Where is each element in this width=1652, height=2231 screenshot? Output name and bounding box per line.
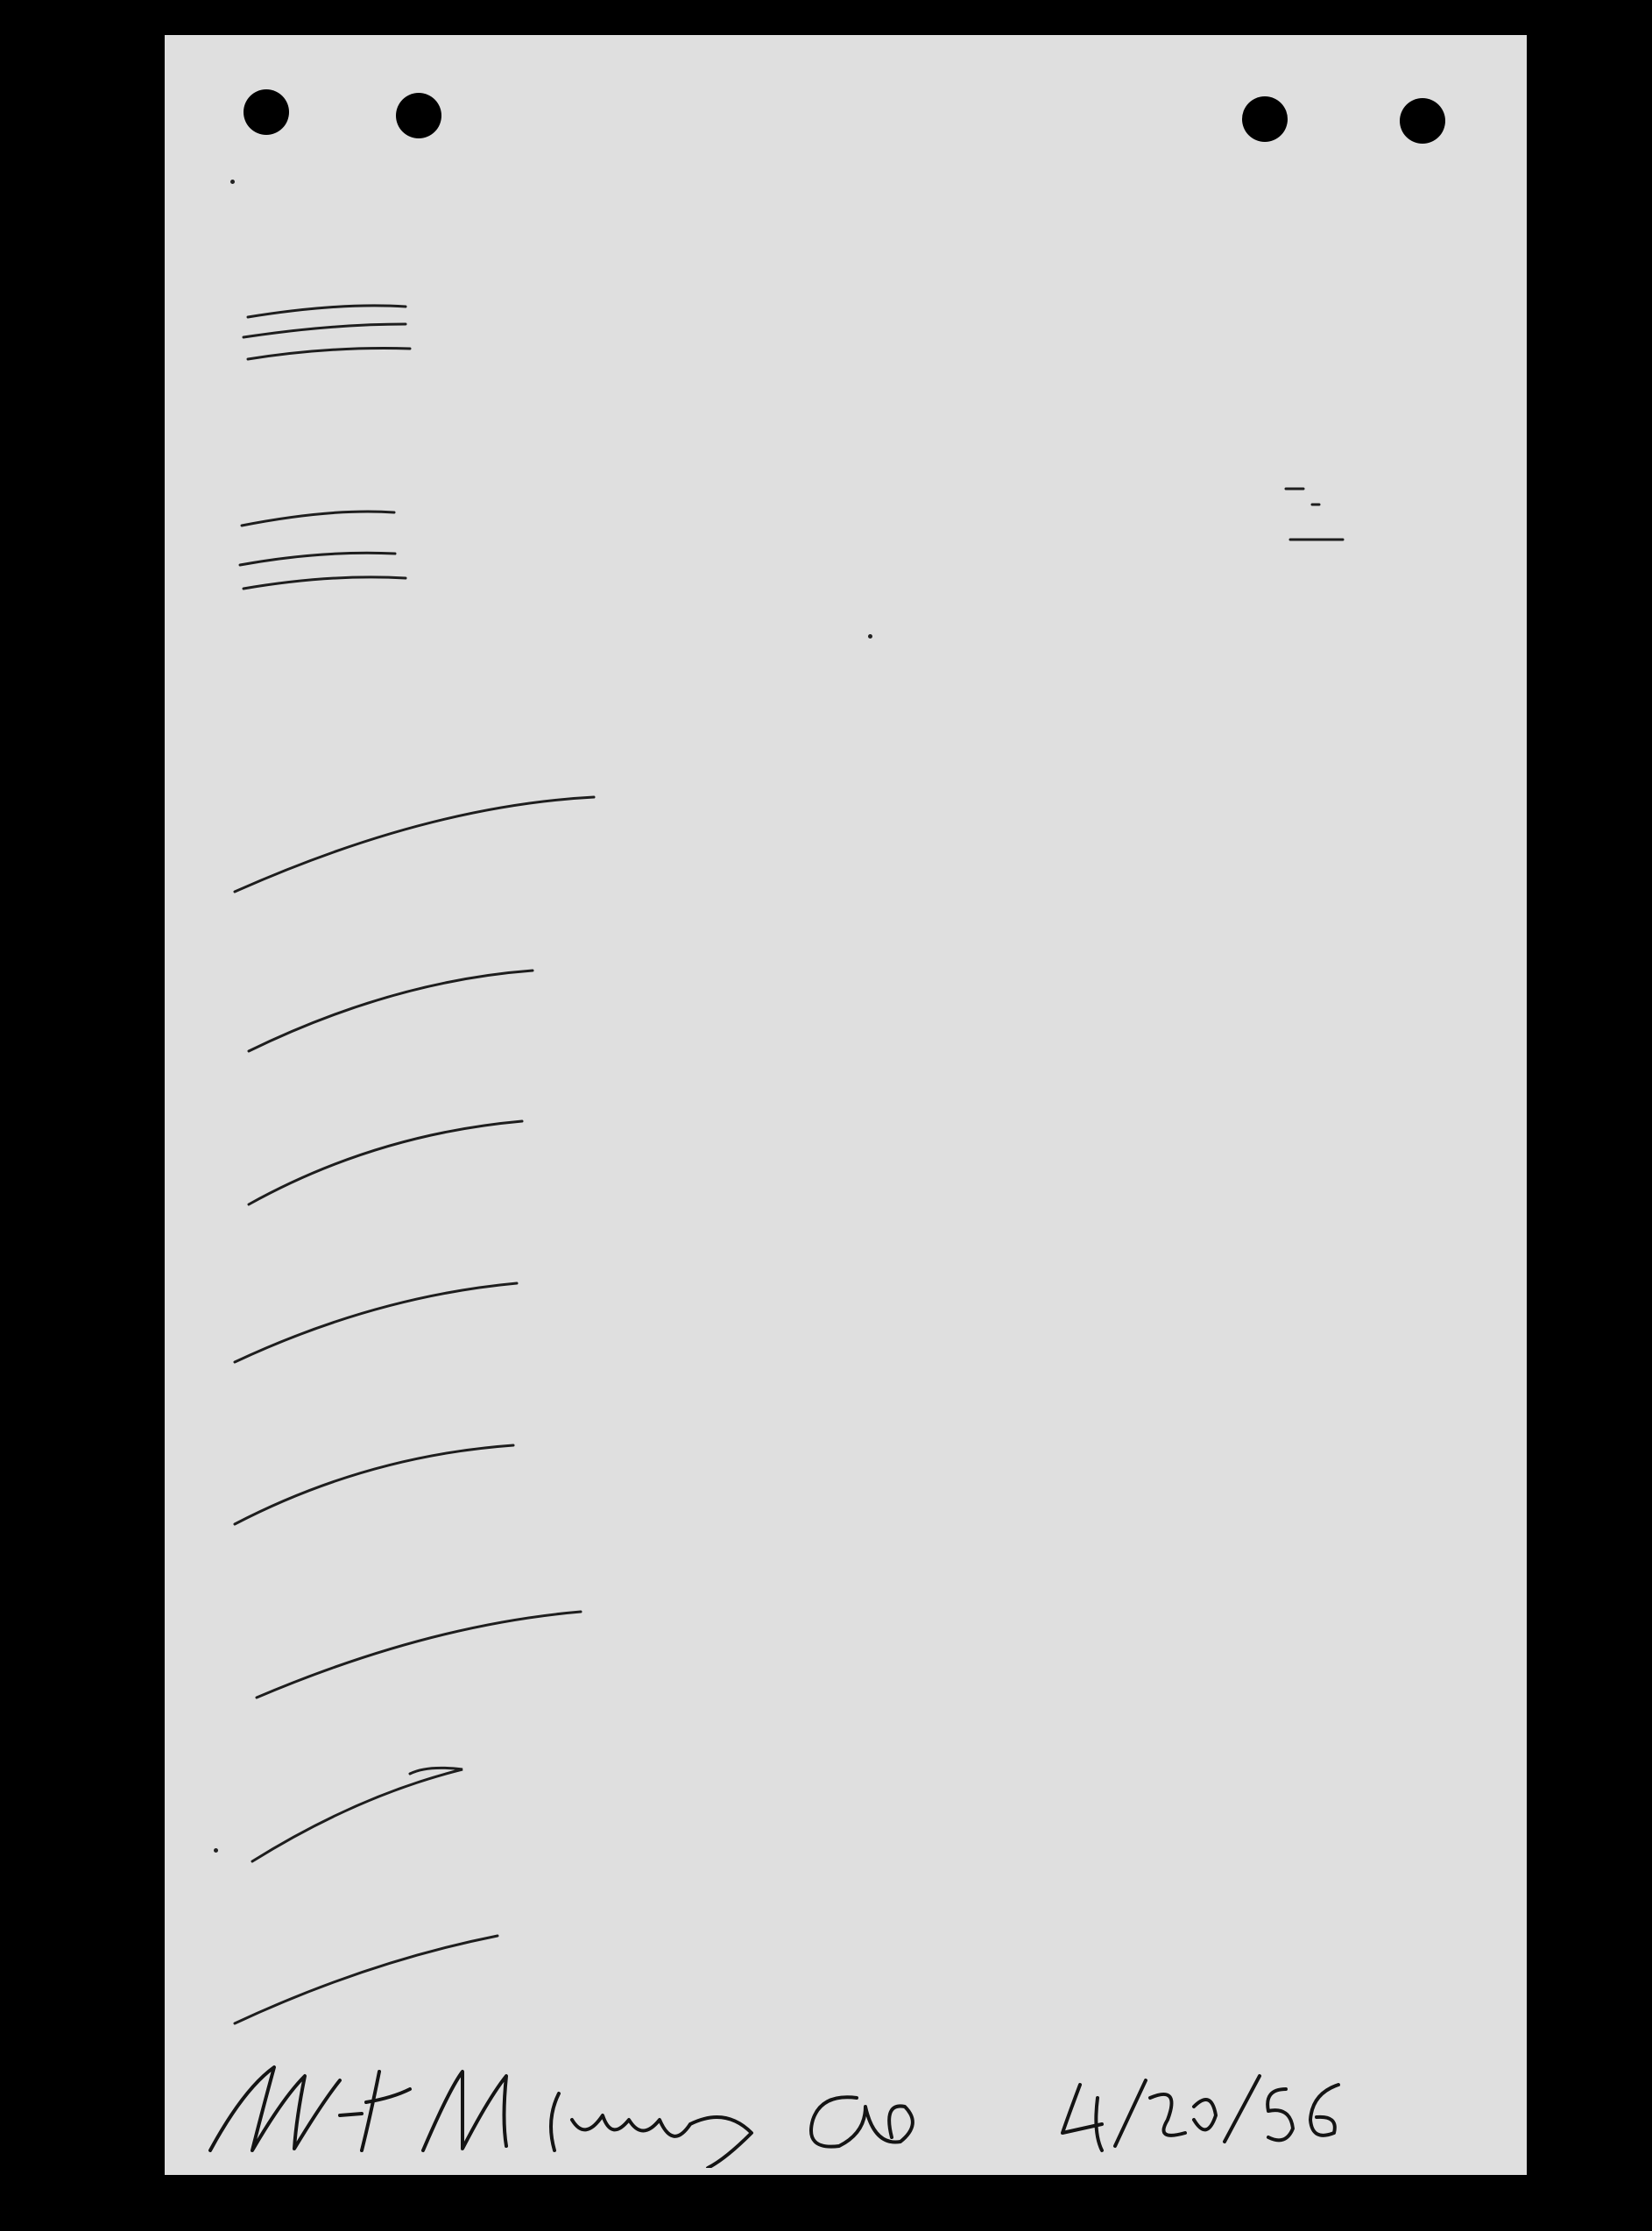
strike-mark: [235, 1445, 513, 1524]
signature: [200, 2037, 1514, 2168]
strike-mark: [257, 1612, 581, 1698]
strike-mark: [235, 797, 594, 892]
strike-mark: [244, 324, 406, 337]
strike-mark: [235, 1936, 498, 2023]
document-sheet: [165, 35, 1527, 2175]
strike-mark: [249, 971, 533, 1051]
strike-mark: [248, 349, 410, 360]
strike-mark: [242, 512, 394, 526]
strike-mark: [240, 553, 395, 565]
strike-mark: [235, 1283, 517, 1362]
strike-mark: [244, 577, 406, 589]
strike-mark: [252, 1768, 462, 1861]
strike-mark: [249, 1121, 522, 1204]
strike-mark: [248, 306, 406, 317]
handwritten-strikes: [165, 35, 1527, 2175]
